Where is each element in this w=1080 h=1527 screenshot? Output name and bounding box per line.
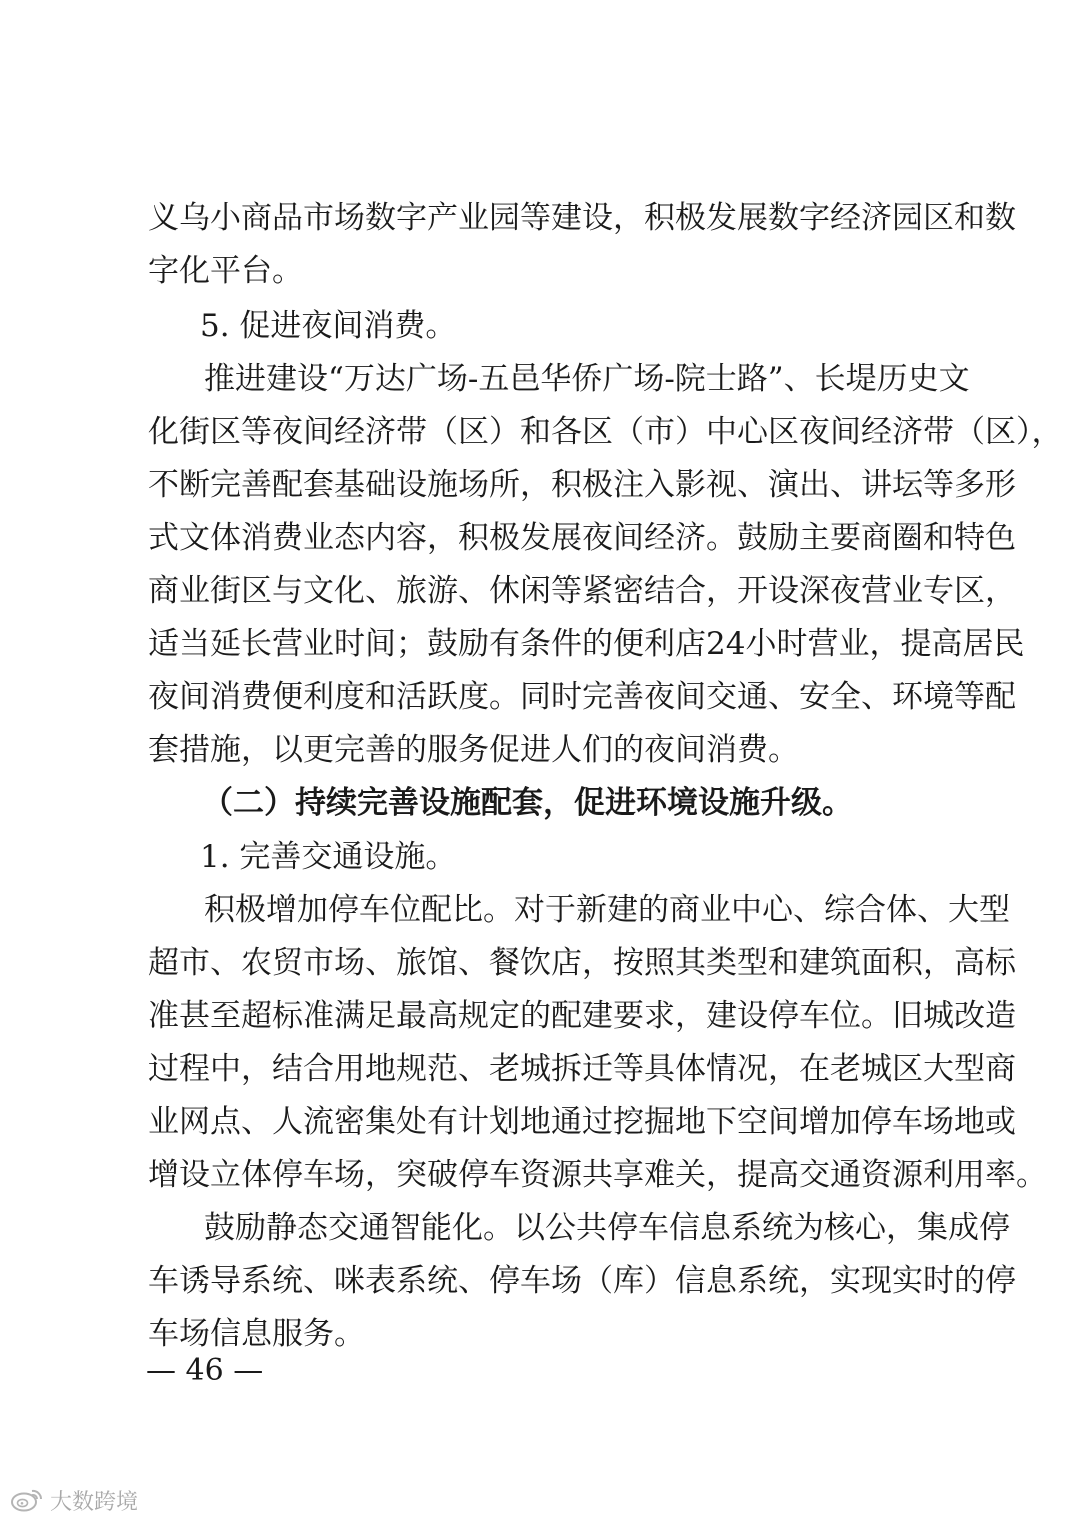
paragraph-line: 适当延长营业时间；鼓励有条件的便利店24小时营业，提高居民 [148,626,1025,662]
paragraph-line: 增设立体停车场，突破停车资源共享难关，提高交通资源利用率。 [148,1157,1047,1193]
subheading: 5. 促进夜间消费。 [200,308,457,344]
paragraph-line: 准甚至超标准满足最高规定的配建要求，建设停车位。旧城改造 [148,998,1016,1034]
watermark-text: 大数跨境 [50,1489,139,1515]
paragraph-line: 鼓励静态交通智能化。以公共停车信息系统为核心，集成停 [204,1210,1010,1246]
paragraph-line: 化街区等夜间经济带（区）和各区（市）中心区夜间经济带（区）， [148,414,1063,450]
paragraph-line: 业网点、人流密集处有计划地通过挖掘地下空间增加停车场地或 [148,1104,1016,1140]
paragraph-line: 套措施，以更完善的服务促进人们的夜间消费。 [148,732,799,768]
paragraph-line: 推进建设“万达广场-五邑华侨广场-院士路”、长堤历史文 [204,361,970,397]
section-heading: （二）持续完善设施配套，促进环境设施升级。 [202,785,853,821]
page-number: — 46 — [146,1353,264,1388]
paragraph-line: 车场信息服务。 [148,1316,365,1352]
paragraph-line: 超市、农贸市场、旅馆、餐饮店，按照其类型和建筑面积，高标 [148,945,1016,981]
paragraph-line: 车诱导系统、咪表系统、停车场（库）信息系统，实现实时的停 [148,1263,1016,1299]
paragraph-line: 夜间消费便利度和活跃度。同时完善夜间交通、安全、环境等配 [148,679,1016,715]
paragraph-line: 商业街区与文化、旅游、休闲等紧密结合，开设深夜营业专区， [148,573,1016,609]
paragraph-line: 义乌小商品市场数字产业园等建设，积极发展数字经济园区和数 [148,200,1016,236]
subheading: 1. 完善交通设施。 [200,839,457,875]
paragraph-line: 不断完善配套基础设施场所，积极注入影视、演出、讲坛等多形 [148,467,1016,503]
paragraph-line: 积极增加停车位配比。对于新建的商业中心、综合体、大型 [204,892,1010,928]
watermark [10,1486,138,1514]
weibo-logo-icon [10,1487,44,1513]
paragraph-line: 过程中，结合用地规范、老城拆迁等具体情况，在老城区大型商 [148,1051,1016,1087]
paragraph-line: 式文体消费业态内容，积极发展夜间经济。鼓励主要商圈和特色 [148,520,1016,556]
paragraph-line: 字化平台。 [148,253,303,289]
